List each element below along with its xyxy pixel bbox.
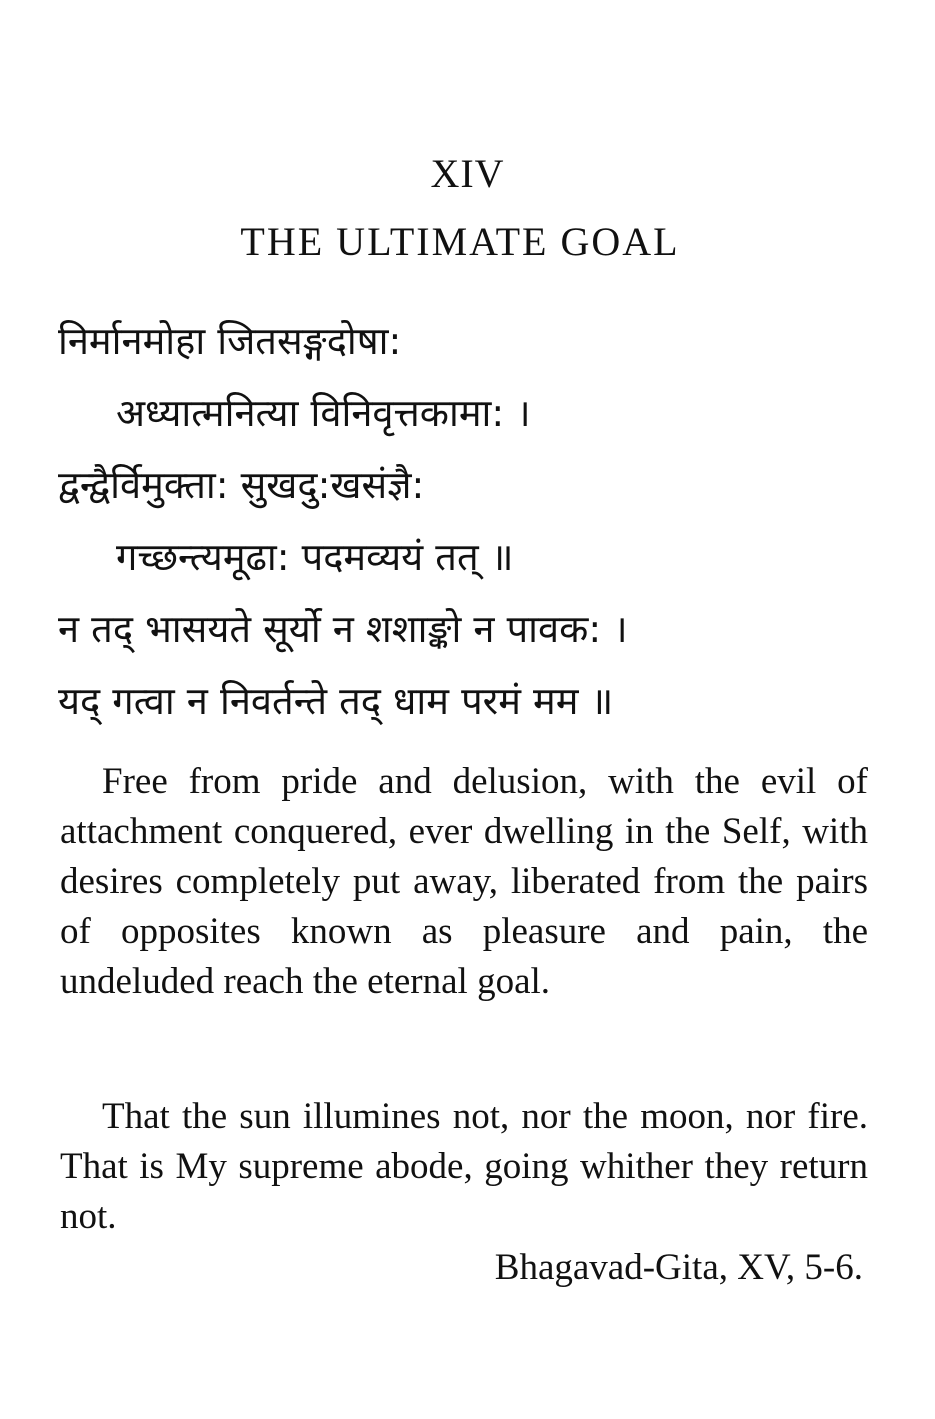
sanskrit-line: न तद् भासयते सूर्यो न शशाङ्को न पावक: । (58, 607, 628, 651)
chapter-title: THE ULTIMATE GOAL (240, 219, 680, 264)
citation: Bhagavad-Gita, XV, 5-6. (494, 1247, 863, 1288)
translation-paragraph: That the sun illumines not, nor the moon, nor fire. That is My supreme abode, going whither they return not. (60, 1096, 868, 1237)
sanskrit-line: द्वन्द्वैर्विमुक्ता: सुखदु:खसंज्ञै: (58, 463, 425, 507)
translation-paragraph: Free from pride and delusion, with the evil of attachment conquered, ever dwelling in the Self, with desires completely put away, liberated from the pairs of opposites known as pleasure and pain, the undeluded reach the eternal goal. (60, 761, 868, 1002)
sanskrit-line: गच्छन्त्यमूढा: पदमव्ययं तत् ॥ (116, 535, 514, 579)
sanskrit-line: यद् गत्वा न निवर्तन्ते तद् धाम परमं मम ॥ (58, 679, 614, 723)
sanskrit-line: अध्यात्मनित्या विनिवृत्तकामा: । (116, 391, 531, 435)
sanskrit-verse (58, 305, 888, 737)
sanskrit-line: निर्मानमोहा जितसङ्गदोषा: (58, 319, 402, 363)
chapter-number: XIV (430, 151, 505, 196)
